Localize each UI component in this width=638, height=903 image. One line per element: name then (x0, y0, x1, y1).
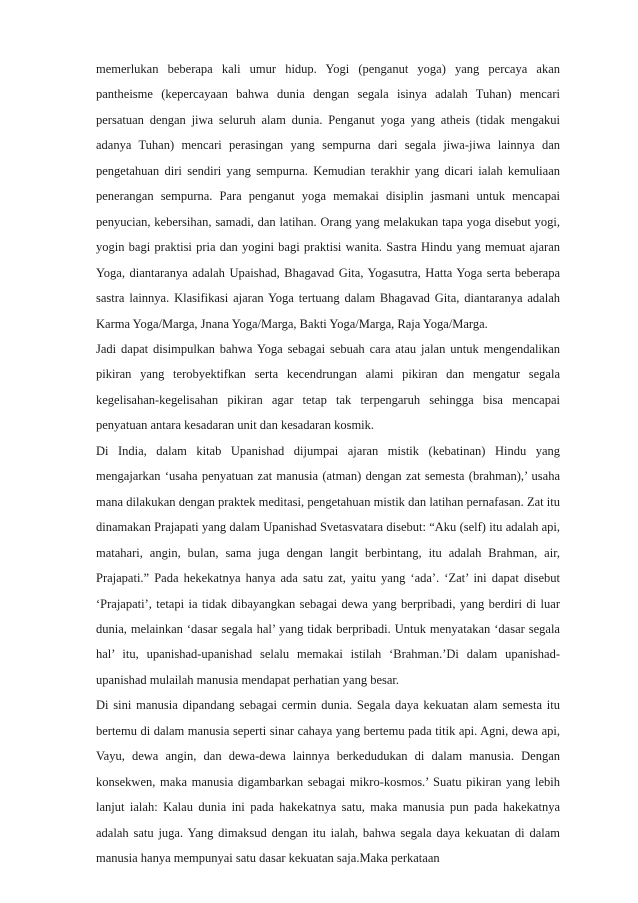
paragraph-microcosm: Di sini manusia dipandang sebagai cermin dunia. Segala daya kekuatan alam semesta itu bertemu di dalam manusia seperti sinar cahaya yang bertemu pada titik api. Agni, dewa api, Vayu, dewa angin, dan dewa-dewa lainnya berkedudukan di dalam manusia. Dengan konsekwen, maka manusia digambarkan sebagai mikro-kosmos.’ Suatu pikiran yang lebih lanjut ialah: Kalau dunia ini pada hakekatnya satu, maka manusia pun pada hakekatnya adalah satu juga. Yang dimaksud dengan itu ialah, bahwa segala daya kekuatan di dalam manusia hanya mempunyai satu dasar kekuatan saja.Maka perkataan (96, 698, 560, 866)
paragraph-yoga-conclusion: Jadi dapat disimpulkan bahwa Yoga sebagai sebuah cara atau jalan untuk mengendalikan pikiran yang terobyektifkan serta kecendrungan alami pikiran dan mengatur segala kegelisahan-kegelisahan pikiran agar tetap tak terpengaruh sehingga bisa mencapai penyatuan antara kesadaran unit dan kesadaran kosmik. (96, 341, 560, 433)
paragraph-yoga-intro: memerlukan beberapa kali umur hidup. Yogi (penganut yoga) yang percaya akan pantheisme (kepercayaan bahwa dunia dengan segala isinya adalah Tuhan) mencari persatuan dengan jiwa seluruh alam dunia. Penganut yoga yang atheis (tidak mengakui adanya Tuhan) mencari perasingan yang sempurna dari segala jiwa-jiwa lainnya dan pengetahuan diri sendiri yang sempurna. Kemudian terakhir yang dicari ialah kemuliaan penerangan sempurna. Para penganut yoga memakai disiplin jasmani untuk mencapai penyucian, kebersihan, samadi, dan latihan. Orang yang melakukan tapa yoga disebut yogi, yogin bagi praktisi pria dan yogini bagi praktisi wanita. Sastra Hindu yang memuat ajaran Yoga, diantaranya adalah Upaishad, Bhagavad Gita, Yogasutra, Hatta Yoga serta beberapa sastra lainnya. Klasifikasi ajaran Yoga tertuang dalam Bhagavad Gita, diantaranya adalah Karma Yoga/Marga, Jnana Yoga/Marga, Bakti Yoga/Marga, Raja Yoga/Marga. (96, 62, 560, 331)
paragraph-upanishad: Di India, dalam kitab Upanishad dijumpai ajaran mistik (kebatinan) Hindu yang mengajarkan ‘usaha penyatuan zat manusia (atman) dengan zat semesta (brahman),’ usaha mana dilakukan dengan praktek meditasi, pengetahuan mistik dan latihan pernafasan. Zat itu dinamakan Prajapati yang dalam Upanishad Svetasvatara disebut: “Aku (self) itu adalah api, matahari, angin, bulan, sama juga dengan langit berbintang, itu adalah Brahman, air, Prajapati.” Pada hekekatnya hanya ada satu zat, yaitu yang ‘ada’. ‘Zat’ ini dapat disebut ‘Prajapati’, tetapi ia tidak dibayangkan sebagai dewa yang berpribadi, yang berdiri di luar dunia, melainkan ‘dasar segala hal’ yang tidak berpribadi. Untuk menyatakan ‘dasar segala hal’ itu, upanishad-upanishad selalu memakai istilah ‘Brahman.’Di dalam upanishad-upanishad mulailah manusia mendapat perhatian yang besar. (96, 443, 560, 687)
body-text (96, 57, 560, 872)
